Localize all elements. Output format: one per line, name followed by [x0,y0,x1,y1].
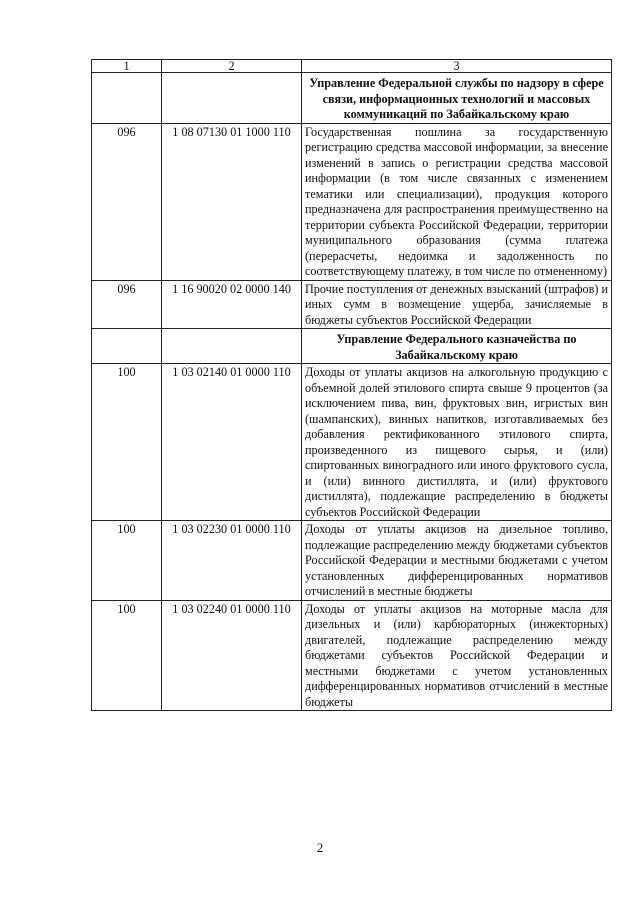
section-title-roskomnadzor: Управление Федеральной службы по надзору в сфере связи, информационных технологий и массовых коммуникаций по Забайкальскому краю [302,73,612,124]
admin-code: 100 [92,364,162,521]
admin-code: 096 [92,123,162,280]
admin-code: 100 [92,521,162,601]
table-row [92,123,612,280]
budget-classification-code: 1 16 90020 02 0000 140 [162,280,302,329]
table-row [92,364,612,521]
section-header-row [92,73,612,124]
budget-classification-code: 1 03 02230 01 0000 110 [162,521,302,601]
column-number-1: 1 [92,60,162,73]
admin-code: 096 [92,280,162,329]
column-number-row [92,60,612,73]
column-number-2: 2 [162,60,302,73]
page-number: 2 [316,840,324,855]
revenue-description: Доходы от уплаты акцизов на моторные масла для дизельных и (или) карбюраторных (инжекторных) двигателей, подлежащие распределению между бюджетами субъектов Российской Федерации и местными бюджетами с учетом установленных дифференцированных нормативов отчислений в местные бюджеты [302,600,612,711]
table-row [92,280,612,329]
admin-code: 100 [92,600,162,711]
column-number-3: 3 [302,60,612,73]
revenue-description: Прочие поступления от денежных взысканий (штрафов) и иных сумм в возмещение ущерба, зачисляемые в бюджеты субъектов Российской Федерации [302,280,612,329]
revenue-code-table [91,59,612,711]
revenue-description: Доходы от уплаты акцизов на алкогольную продукцию с объемной долей этилового спирта свыше 9 процентов (за исключением пива, вин, фруктовых вин, игристых вин (шампанских), винных напитков, изготавливаемых без добавления ректификованного этилового спирта, произведенного из пищевого сырья, и (или) спиртованных виноградного или иного фруктового сусла, и (или) винного дистиллята, и (или) фруктового дистиллята), подлежащие распределению в бюджеты субъектов Российской Федерации [302,364,612,521]
revenue-description: Государственная пошлина за государственную регистрацию средства массовой информации, за внесение изменений в запись о регистрации средства массовой информации (в том числе связанных с изменением тематики или специализации), продукция которого предназначена для распространения преимущественно на территории субъекта Российской Федерации, территории муниципального образования (сумма платежа (перерасчеты, недоимка и задолженность по соответствующему платежу, в том числе по отмененному) [302,123,612,280]
budget-classification-code: 1 03 02240 01 0000 110 [162,600,302,711]
section-title-treasury: Управление Федерального казначейства по Забайкальскому краю [302,329,612,364]
revenue-description: Доходы от уплаты акцизов на дизельное топливо, подлежащие распределению между бюджетами субъектов Российской Федерации и местными бюджетами с учетом установленных дифференцированных нормативов отчислений в местные бюджеты [302,521,612,601]
budget-classification-code: 1 08 07130 01 1000 110 [162,123,302,280]
section-header-row [92,329,612,364]
table-row [92,600,612,711]
budget-classification-code: 1 03 02140 01 0000 110 [162,364,302,521]
table-row [92,521,612,601]
